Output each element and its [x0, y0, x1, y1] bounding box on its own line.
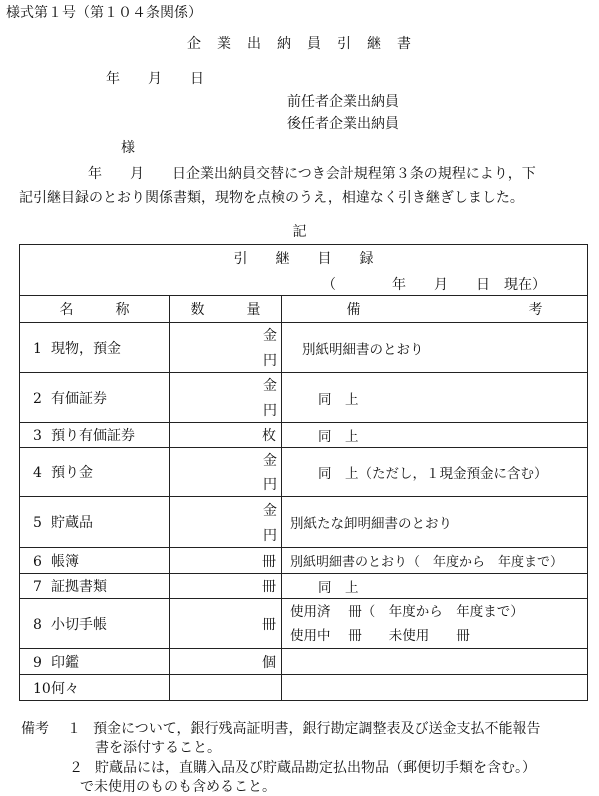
item-number: 2 [33, 390, 42, 407]
remarks-cell: 同 上 [282, 373, 588, 423]
note-2-line-2: で未使用のものも含めること。 [80, 779, 276, 795]
quantity-unit: 冊 [170, 574, 282, 599]
item-number: 7 [33, 579, 42, 595]
successor-label: 後任者企業出納員 [287, 116, 399, 132]
item-label: 印鑑 [51, 654, 79, 671]
remarks-cell [282, 599, 588, 649]
table-row [20, 497, 588, 548]
item-number: 1 [33, 340, 42, 357]
unit-kin: 金 [263, 378, 277, 395]
unit-yen: 円 [263, 402, 277, 419]
item-name [20, 497, 170, 548]
item-label: 預り金 [51, 465, 93, 481]
item-label: 有価証券 [51, 390, 107, 407]
item-name [20, 649, 170, 675]
remarks-line-used: 使用済 冊（ 年度から 年度まで） [290, 603, 524, 620]
unit-yen: 円 [263, 527, 277, 544]
item-label: 帳簿 [51, 553, 79, 570]
item-number: 3 [33, 428, 42, 444]
remarks-cell: 別紙たな卸明細書のとおり [282, 497, 588, 548]
header-remarks: 備 考 [282, 296, 588, 323]
item-number: 10 [33, 680, 51, 697]
quantity-unit: 個 [170, 649, 282, 675]
item-label: 小切手帳 [51, 616, 107, 633]
quantity-cell [170, 497, 282, 548]
form-number: 様式第１号（第１０４条関係） [6, 5, 202, 21]
quantity-unit: 枚 [170, 423, 282, 448]
table-row [20, 548, 588, 574]
item-number: 4 [33, 465, 42, 481]
body-text-line-2: 記引継目録のとおり関係書類，現物を点検のうえ，相違なく引き継ぎしました。 [19, 190, 524, 206]
header-name: 名 称 [20, 296, 170, 323]
note-2-text: 貯蔵品には，直購入品及び貯蔵品勘定払出物品（郵便切手類を含む。） [95, 760, 536, 776]
table-row [20, 423, 588, 448]
item-number: 8 [33, 616, 42, 633]
unit-yen: 円 [263, 477, 277, 493]
item-name [20, 599, 170, 649]
quantity-cell [170, 448, 282, 497]
item-name [20, 675, 170, 701]
table-title-cell [20, 245, 588, 296]
item-name [20, 323, 170, 373]
note-1-line-2: 書を添付すること。 [95, 740, 221, 756]
item-name [20, 548, 170, 574]
table-row [20, 373, 588, 423]
handover-table [19, 244, 588, 701]
quantity-unit: 冊 [170, 548, 282, 574]
note-2-number: ２ [69, 760, 83, 776]
table-row [20, 448, 588, 497]
item-label: 貯蔵品 [51, 515, 93, 531]
item-name [20, 574, 170, 599]
remarks-line-in-use: 使用中 冊 未使用 冊 [290, 627, 470, 644]
quantity-cell [170, 323, 282, 373]
quantity-cell [170, 373, 282, 423]
item-label: 預り有価証券 [51, 428, 135, 444]
unit-kin: 金 [263, 502, 277, 519]
table-row [20, 323, 588, 373]
quantity-unit [170, 675, 282, 701]
note-1-number: １ [67, 721, 81, 737]
remarks-cell: 同 上（ただし，１現金預金に含む） [282, 448, 588, 497]
unit-kin: 金 [263, 453, 277, 469]
remarks-cell: 別紙明細書のとおり [282, 323, 588, 373]
quantity-unit: 冊 [170, 599, 282, 649]
unit-yen: 円 [263, 352, 277, 369]
item-label: 証拠書類 [51, 579, 107, 595]
item-name [20, 423, 170, 448]
item-name [20, 448, 170, 497]
remarks-cell [282, 649, 588, 675]
table-row [20, 675, 588, 701]
item-number: 9 [33, 654, 42, 671]
remarks-cell [282, 675, 588, 701]
document-title: 企 業 出 納 員 引 継 書 [187, 36, 412, 52]
table-row [20, 599, 588, 649]
note-1-text: 預金について，銀行残高証明書，銀行勘定調整表及び送金支払不能報告 [93, 721, 541, 737]
addressee-label: 様 [121, 140, 135, 156]
item-label: 現物，預金 [51, 340, 121, 357]
table-title: 引 継 目 録 [233, 251, 374, 267]
date-line: 年 月 日 [106, 71, 204, 87]
item-name [20, 373, 170, 423]
remarks-cell: 別紙明細書のとおり（ 年度から 年度まで） [282, 548, 588, 574]
header-quantity: 数 量 [170, 296, 282, 323]
unit-kin: 金 [263, 328, 277, 345]
remarks-cell: 同 上 [282, 574, 588, 599]
as-of-date: （ 年 月 日 現在） [322, 277, 546, 293]
item-label: 何々 [51, 680, 79, 697]
note-1-line-1 [67, 718, 540, 738]
item-number: 5 [33, 515, 42, 531]
note-2-line-1 [69, 757, 536, 777]
ki-heading: 記 [292, 224, 307, 240]
remarks-cell: 同 上 [282, 423, 588, 448]
notes-label: 備考 [21, 721, 49, 737]
table-row [20, 649, 588, 675]
table-row [20, 574, 588, 599]
body-text-line-1: 年 月 日企業出納員交替につき会計規程第３条の規程により，下 [88, 166, 536, 182]
item-number: 6 [33, 553, 42, 570]
predecessor-label: 前任者企業出納員 [287, 94, 399, 110]
